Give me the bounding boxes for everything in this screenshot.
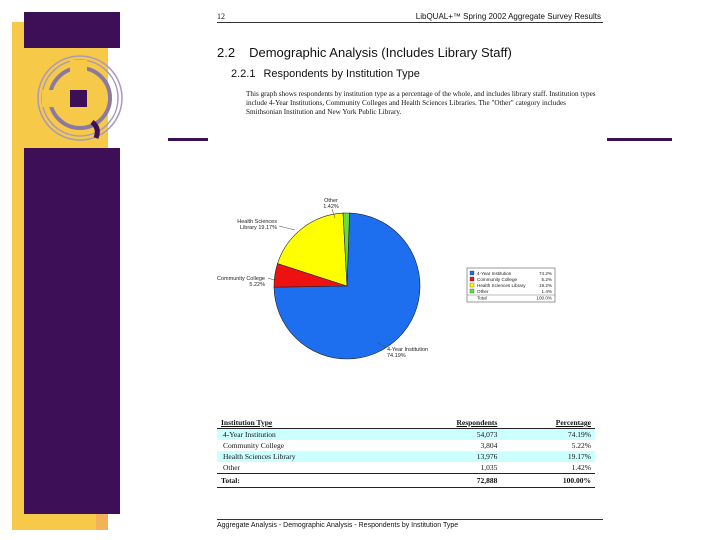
table-header: Percentage [501, 417, 595, 429]
table-header-row [217, 417, 595, 429]
clock-logo-icon [30, 50, 130, 150]
slice-value-label: 1.42% [323, 204, 339, 210]
legend-label: 4-Year Institution [477, 270, 512, 276]
legend-swatch [470, 283, 474, 287]
slice-label: 4-Year Institution [387, 347, 429, 353]
table-total-respondents: 72,888 [396, 474, 502, 488]
legend-value: 74.2% [538, 270, 552, 276]
table-header: Respondents [396, 417, 502, 429]
section-title [217, 45, 512, 60]
table-row [217, 440, 595, 451]
table-cell-respondents: 1,035 [480, 463, 498, 472]
legend-total-value: 100.0% [536, 295, 552, 301]
legend-swatch [470, 271, 474, 275]
legend-label: Health Sciences Library [477, 282, 526, 288]
slice-label: Other [324, 198, 338, 204]
decorative-orange-block [96, 512, 108, 530]
subsection-title [231, 68, 420, 80]
page-footer: Aggregate Analysis - Demographic Analysis - Respondents by Institution Type [217, 522, 459, 529]
table-row [217, 429, 595, 441]
header-rule [217, 22, 603, 23]
slice-value-label: 74.19% [387, 353, 406, 359]
slice-value-label: 5.22% [249, 282, 265, 288]
legend-value: 19.2% [538, 282, 552, 288]
subsection-title-text: Respondents by Institution Type [263, 68, 420, 80]
document-page [209, 10, 607, 535]
legend-label: Community College [477, 276, 518, 282]
table-total-percentage: 100.00% [501, 474, 595, 488]
page-number: 12 [217, 12, 225, 21]
table-header: Institution Type [217, 417, 396, 429]
table-cell-percentage: 1.42% [571, 463, 591, 472]
section-title-text: Demographic Analysis (Includes Library Staff) [249, 45, 512, 60]
legend-label: Other [477, 288, 489, 294]
table-cell-respondents: 13,976 [396, 451, 502, 462]
decorative-divider-right [598, 138, 672, 141]
legend-value: 1.4% [541, 288, 552, 294]
footer-rule [217, 519, 603, 520]
subsection-number: 2.2.1 [231, 68, 256, 80]
decorative-purple-block [24, 12, 120, 48]
table-cell-type: Community College [223, 441, 285, 450]
section-number: 2.2 [217, 45, 236, 60]
legend-swatch [470, 289, 474, 293]
legend-value: 5.2% [541, 276, 552, 282]
legend-swatch [470, 277, 474, 281]
decorative-purple-bar [24, 148, 120, 514]
table-cell-percentage: 5.22% [571, 441, 591, 450]
slice-leader-line [268, 278, 274, 280]
table-cell-type: Health Sciences Library [217, 451, 396, 462]
institution-table [217, 417, 595, 488]
slice-label: Community College [217, 276, 265, 282]
table-row [217, 462, 595, 474]
slice-label: Health Sciences [237, 219, 277, 225]
table-total-label: Total: [217, 474, 396, 488]
table-cell-type: 4-Year Institution [217, 429, 396, 441]
table-cell-respondents: 54,073 [396, 429, 502, 441]
running-head: LibQUAL+™ Spring 2002 Aggregate Survey Results [415, 12, 601, 21]
legend-total-label: Total [477, 295, 487, 301]
slice-leader-line [279, 226, 295, 230]
table-cell-type: Other [223, 463, 241, 472]
decorative-divider-left [168, 138, 208, 141]
table-row [217, 451, 595, 462]
table-cell-percentage: 19.17% [501, 451, 595, 462]
slice-value-label: Library 19.17% [240, 225, 277, 231]
body-paragraph: This graph shows respondents by institution type as a percentage of the whole, and includes library staff. Institution types include 4-Year Institutions, Community Colleges and Health Sciences Libraries. The "Other" category includes Smithsonian Institution and New York Public Library. [246, 90, 596, 116]
table-cell-respondents: 3,804 [480, 441, 498, 450]
table-total-row [217, 474, 595, 488]
pie-chart [209, 190, 607, 370]
table-cell-percentage: 74.19% [501, 429, 595, 441]
